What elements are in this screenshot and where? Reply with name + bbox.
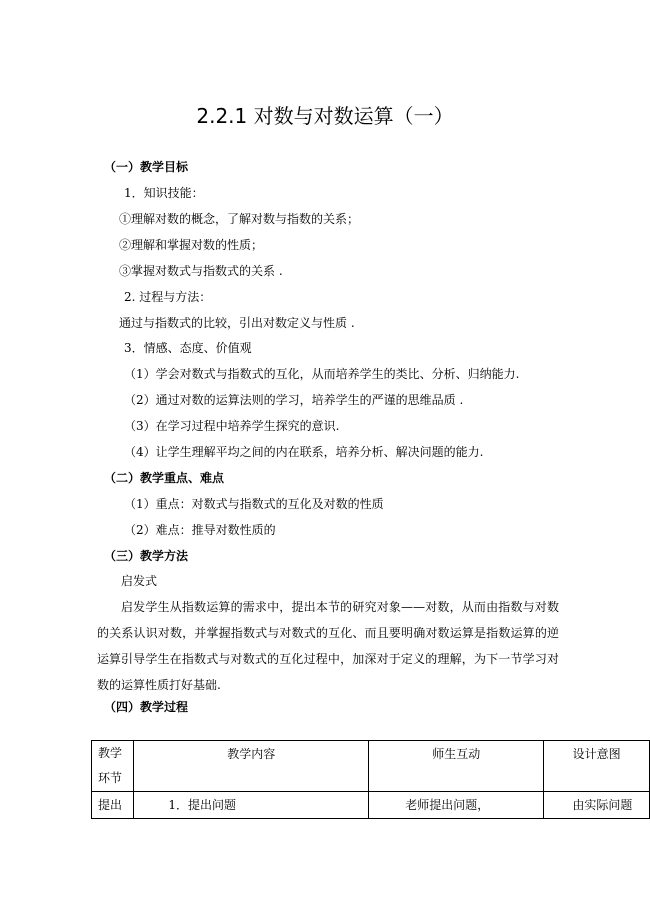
table-row <box>92 792 650 819</box>
emotion-item-3: （3）在学习过程中培养学生探究的意识. <box>124 419 340 433</box>
header-cell-interaction: 师生互动 <box>369 741 544 792</box>
knowledge-item-2: ②理解和掌握对数的性质； <box>119 238 264 252</box>
section-heading-process: （四）教学过程 <box>104 700 189 714</box>
method-name: 启发式 <box>121 574 158 588</box>
header-cell-intent: 设计意图 <box>544 741 650 792</box>
header-cell-content: 教学内容 <box>134 741 369 792</box>
page-title: 2.2.1 对数与对数运算（一） <box>196 104 454 128</box>
method-paragraph-2: 引导学生在指数式与对数式的互化过程中，加深对于定义的理解，为下一节学习对数的运算性质打好基础. <box>97 652 559 692</box>
lesson-plan-table <box>91 740 650 819</box>
emotion-item-4: （4）让学生理解平均之间的内在联系，培养分析、解决问题的能力. <box>124 445 484 459</box>
section-heading-keypoints: （二）教学重点、难点 <box>104 471 225 485</box>
knowledge-item-1: ①理解对数的概念，了解对数与指数的关系； <box>119 212 360 226</box>
emotion-heading: 3．情感、态度、价值观 <box>124 341 252 355</box>
table-cell-interaction: 老师提出问题， <box>369 792 544 819</box>
header-cell-stage: 教学环节 <box>92 741 134 792</box>
keypoint-item-1: （1）重点：对数式与指数式的互化及对数的性质 <box>124 497 384 511</box>
knowledge-item-3: ③掌握对数式与指数式的关系 . <box>119 264 283 278</box>
section-heading-method: （三）教学方法 <box>104 549 189 563</box>
process-heading: 2. 过程与方法： <box>124 290 212 304</box>
table-cell-stage: 提出 <box>92 792 134 819</box>
method-paragraph-1: 启发学生从指数运算的需求中，提出本节的研究对象——对数，从而由指数与对数的关系认识对数，并掌握指数式与对数式的互化、而且要明确对数运算是指数运算的逆运算. <box>97 600 559 666</box>
knowledge-heading: 1．知识技能： <box>124 186 204 200</box>
emotion-item-2: （2）通过对数的运算法则的学习，培养学生的严谨的思维品质 . <box>124 393 464 407</box>
keypoint-item-2: （2）难点：推导对数性质的 <box>124 523 276 537</box>
section-heading-goals: （一）教学目标 <box>104 160 189 174</box>
table-cell-content: 1．提出问题 <box>134 792 369 819</box>
table-cell-intent: 由实际问题 <box>544 792 650 819</box>
emotion-item-1: （1）学会对数式与指数式的互化，从而培养学生的类比、分析、归纳能力. <box>124 367 520 381</box>
table-header-row <box>92 741 650 792</box>
process-item-1: 通过与指数式的比较，引出对数定义与性质 . <box>119 316 355 330</box>
